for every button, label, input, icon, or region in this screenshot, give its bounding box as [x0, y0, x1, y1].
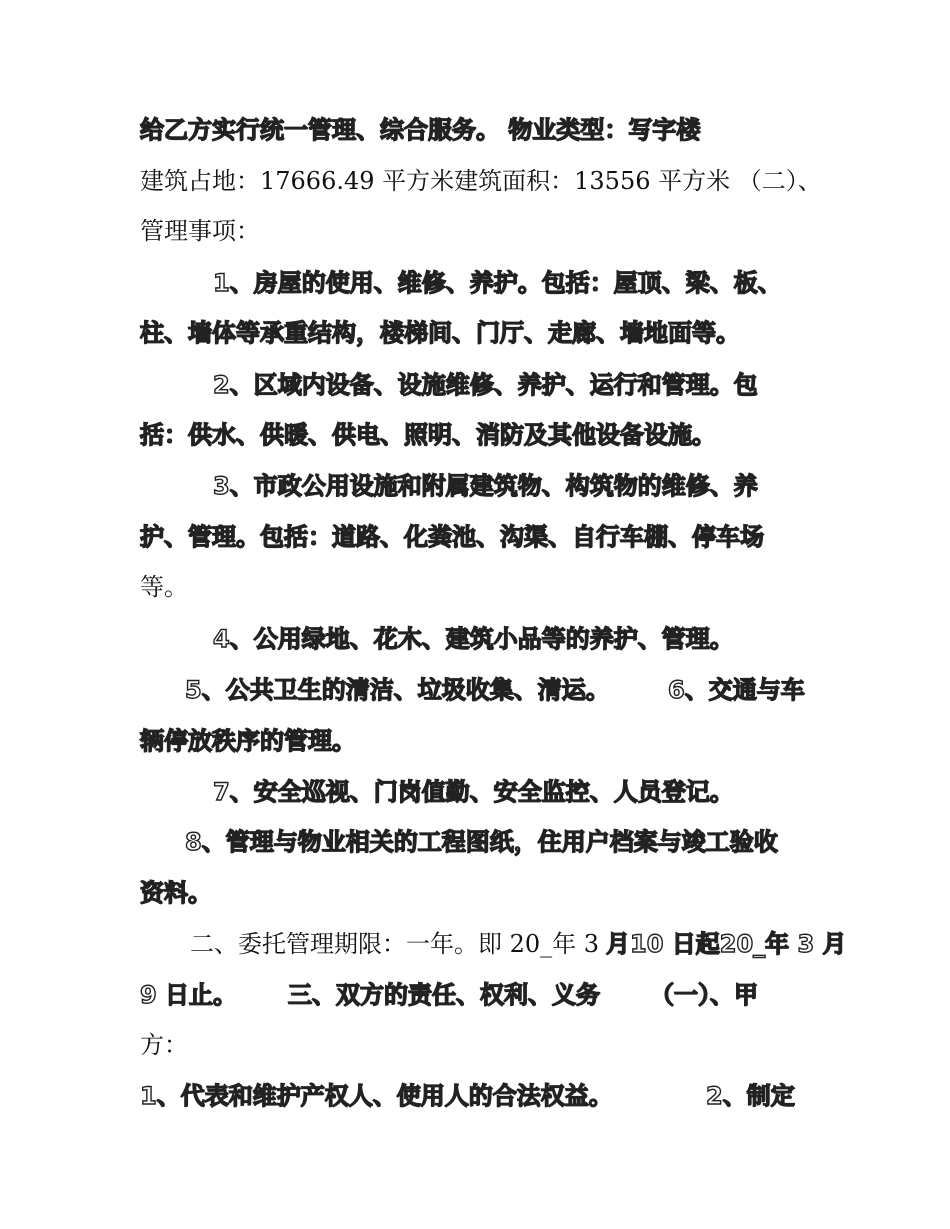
text-line-18a: 9 日止。 [140, 981, 238, 1009]
text-line-17b: 月10 日起20_年 3 月 [606, 930, 847, 958]
text-line-20a: 1、代表和维护产权人、使用人的合法权益。 [140, 1082, 613, 1110]
text-line-12a: 5、公共卫生的清洁、垃圾收集、清运。 [185, 676, 610, 704]
text-line-3: 管理事项： [140, 217, 260, 245]
text-line-14: 7、安全巡视、门岗值勤、安全监控、人员登记。 [213, 778, 734, 806]
text-line-9: 护、管理。包括：道路、化粪池、沟渠、自行车棚、停车场 [140, 523, 764, 551]
text-line-7: 括：供水、供暖、供电、照明、消防及其他设备设施。 [140, 421, 716, 449]
text-line-2: 建筑占地：17666.49 平方米建筑面积：13556 平方米 （二）、 [140, 167, 822, 195]
text-line-18c: （一）、甲 [650, 981, 758, 1009]
text-line-6: 2、区域内设备、设施维修、养护、运行和管理。包 [213, 371, 758, 399]
text-line-4: 1、房屋的使用、维修、养护。包括：屋顶、梁、板、 [213, 269, 782, 297]
text-line-20b: 2、制定 [706, 1082, 795, 1110]
text-line-8: 3、市政公用设施和附属建筑物、构筑物的维修、养 [213, 472, 758, 500]
text-line-18b: 三、双方的责任、权利、义务 [288, 981, 600, 1009]
text-line-19: 方： [140, 1031, 188, 1059]
text-line-15: 8、管理与物业相关的工程图纸，住用户档案与竣工验收 [185, 828, 778, 856]
text-line-12b: 6、交通与车 [668, 676, 805, 704]
text-line-1: 给乙方实行统一管理、综合服务。 物业类型：写字楼 [140, 116, 701, 144]
text-line-17a: 二、委托管理期限：一年。即 20_年 3 [190, 930, 600, 958]
text-line-11: 4、公用绿地、花木、建筑小品等的养护、管理。 [213, 625, 734, 653]
text-line-16: 资料。 [140, 879, 212, 907]
text-line-13: 辆停放秩序的管理。 [140, 727, 356, 755]
text-line-10: 等。 [140, 573, 188, 601]
text-line-5: 柱、墙体等承重结构，楼梯间、门厅、走廊、墙地面等。 [140, 319, 740, 347]
